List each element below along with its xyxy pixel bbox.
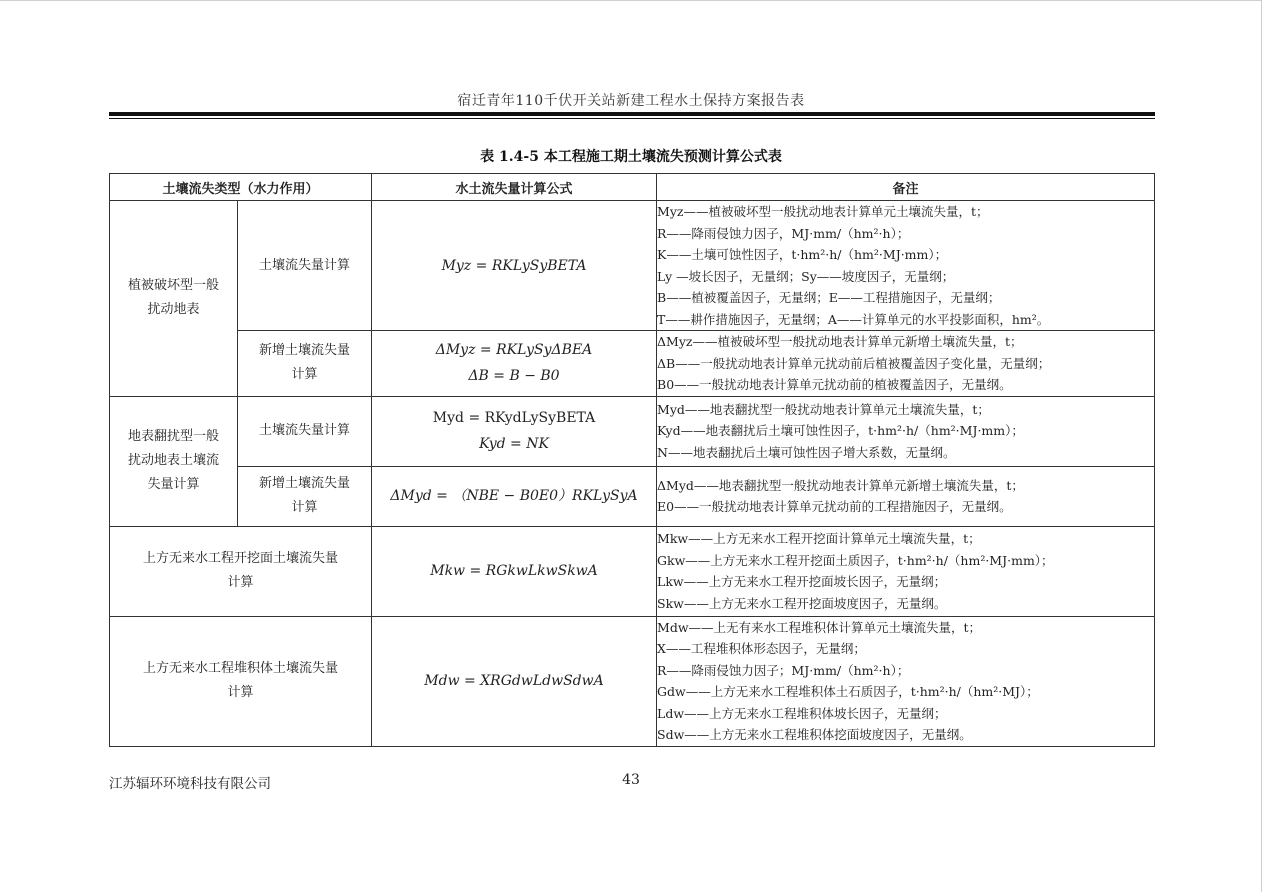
subtype-label: 土壤流失量计算 — [259, 423, 351, 438]
note-line: B——植被覆盖因子，无量纲；E——工程措施因子，无量纲； — [657, 290, 1001, 305]
note-line: Gdw——上方无来水工程堆积体土石质因子，t·hm²·h/（hm²·MJ）； — [657, 684, 1039, 699]
note-line: E0——一般扰动地表计算单元扰动前的工程措施因子，无量纲。 — [657, 499, 1012, 514]
note-line: Skw——上方无来水工程开挖面坡度因子，无量纲。 — [657, 595, 947, 611]
note-line: ΔMyd——地表翻扰型一般扰动地表计算单元新增土壤流失量，t； — [657, 477, 1024, 493]
formula-line: ΔMyd = （NBE − B0E0）RKLySyA — [390, 488, 638, 504]
type-cell-excavation — [110, 526, 372, 616]
table-caption: 表 1.4-5 本工程施工期土壤流失预测计算公式表 — [480, 149, 782, 165]
type-cell-stockpile — [110, 616, 372, 746]
notes-cell — [657, 526, 1155, 616]
note-line: Lkw——上方无来水工程开挖面坡长因子，无量纲； — [657, 574, 947, 589]
note-line: ΔB——一般扰动地表计算单元扰动前后植被覆盖因子变化量，无量纲； — [657, 355, 1051, 371]
type-label-line: 扰动地表 — [147, 302, 200, 318]
page-number: 43 — [622, 772, 640, 788]
type-cell-vegetation — [110, 201, 238, 397]
column-header-notes: 备注 — [657, 174, 1155, 201]
type-label-line: 地表翻扰型一般 — [127, 429, 219, 444]
type-label-line: 植被破坏型一般 — [127, 278, 219, 294]
subtype-cell — [238, 466, 372, 526]
formula-line: Mdw = XRGdwLdwSdwA — [424, 673, 604, 689]
type-label-line: 计算 — [227, 685, 254, 700]
note-line: Myz——植被破坏型一般扰动地表计算单元土壤流失量，t； — [657, 204, 989, 219]
subtype-label: 计算 — [291, 500, 318, 515]
formula-cell — [372, 331, 657, 397]
type-cell-surface-disturbance — [110, 396, 238, 526]
note-line: Myd——地表翻扰型一般扰动地表计算单元土壤流失量，t； — [657, 401, 990, 417]
footer-company: 江苏辐环环境科技有限公司 — [109, 776, 271, 792]
notes-cell — [657, 616, 1155, 746]
header-rule-thick — [109, 112, 1155, 116]
type-label-line: 扰动地表土壤流 — [127, 453, 219, 468]
note-line: R——降雨侵蚀力因子，MJ·mm/（hm²·h）； — [657, 225, 910, 241]
column-header-formula: 水土流失量计算公式 — [372, 174, 657, 201]
table-row — [110, 201, 1155, 331]
notes-cell — [657, 466, 1155, 526]
subtype-cell — [238, 396, 372, 466]
table-row — [110, 616, 1155, 746]
formula-cell — [372, 201, 657, 331]
note-line: N——地表翻扰后土壤可蚀性因子增大系数，无量纲。 — [657, 444, 956, 460]
type-label-line: 上方无来水工程堆积体土壤流失量 — [143, 661, 339, 676]
note-line: Sdw——上方无来水工程堆积体挖面坡度因子，无量纲。 — [657, 727, 972, 742]
page-border-top — [0, 0, 1262, 1]
note-line: X——工程堆积体形态因子，无量纲； — [657, 641, 866, 656]
table-row — [110, 526, 1155, 616]
note-line: ΔMyz——植被破坏型一般扰动地表计算单元新增土壤流失量，t； — [657, 334, 1023, 349]
note-line: Gkw——上方无来水工程开挖面土质因子，t·hm²·h/（hm²·MJ·mm）； — [657, 552, 1054, 568]
note-line: T——耕作措施因子，无量纲；A——计算单元的水平投影面积，hm²。 — [657, 311, 1050, 327]
formula-cell — [372, 466, 657, 526]
formula-line: Myz = RKLySyBETA — [441, 257, 587, 274]
subtype-label: 新增土壤流失量 — [259, 343, 351, 359]
note-line: Kyd——地表翻扰后土壤可蚀性因子，t·hm²·h/（hm²·MJ·mm）； — [657, 423, 1024, 439]
formula-line: Mkw = RGkwLkwSkwA — [430, 563, 598, 579]
formula-cell — [372, 396, 657, 466]
subtype-label: 新增土壤流失量 — [259, 476, 351, 491]
note-line: K——土壤可蚀性因子，t·hm²·h/（hm²·MJ·mm）； — [657, 247, 948, 262]
notes-cell — [657, 396, 1155, 466]
document-header-title: 宿迁青年110千伏开关站新建工程水土保持方案报告表 — [457, 93, 805, 109]
formula-cell — [372, 616, 657, 746]
note-line: R——降雨侵蚀力因子；MJ·mm/（hm²·h）； — [657, 662, 910, 678]
formula-line: ΔMyz = RKLySyΔBEA — [435, 342, 593, 359]
formula-line: Kyd = NK — [479, 436, 549, 452]
note-line: Ldw——上方无来水工程堆积体坡长因子，无量纲； — [657, 705, 947, 721]
note-line: Mkw——上方无来水工程开挖面计算单元土壤流失量，t； — [657, 531, 981, 546]
type-label-line: 计算 — [227, 575, 254, 590]
subtype-label: 土壤流失量计算 — [259, 257, 351, 273]
subtype-cell — [238, 201, 372, 331]
note-line: Mdw——上无有来水工程堆积体计算单元土壤流失量，t； — [657, 619, 982, 635]
table-row — [110, 466, 1155, 526]
table-row — [110, 331, 1155, 397]
notes-cell — [657, 331, 1155, 397]
notes-cell — [657, 201, 1155, 331]
subtype-label: 计算 — [291, 367, 318, 383]
type-label-line: 上方无来水工程开挖面土壤流失量 — [143, 551, 339, 566]
table-row — [110, 396, 1155, 466]
column-header-type: 土壤流失类型（水力作用） — [110, 174, 372, 201]
formula-line: ΔB = B − B0 — [468, 368, 560, 385]
type-label-line: 失量计算 — [147, 477, 200, 492]
formula-table — [109, 173, 1155, 747]
header-rule-thin — [109, 118, 1155, 119]
note-line: Ly —坡长因子，无量纲；Sy——坡度因子，无量纲； — [657, 268, 955, 284]
table-header-row — [110, 174, 1155, 201]
formula-line: Myd = RKydLySyBETA — [432, 410, 596, 426]
subtype-cell — [238, 331, 372, 397]
formula-cell — [372, 526, 657, 616]
note-line: B0——一般扰动地表计算单元扰动前的植被覆盖因子，无量纲。 — [657, 377, 1012, 392]
